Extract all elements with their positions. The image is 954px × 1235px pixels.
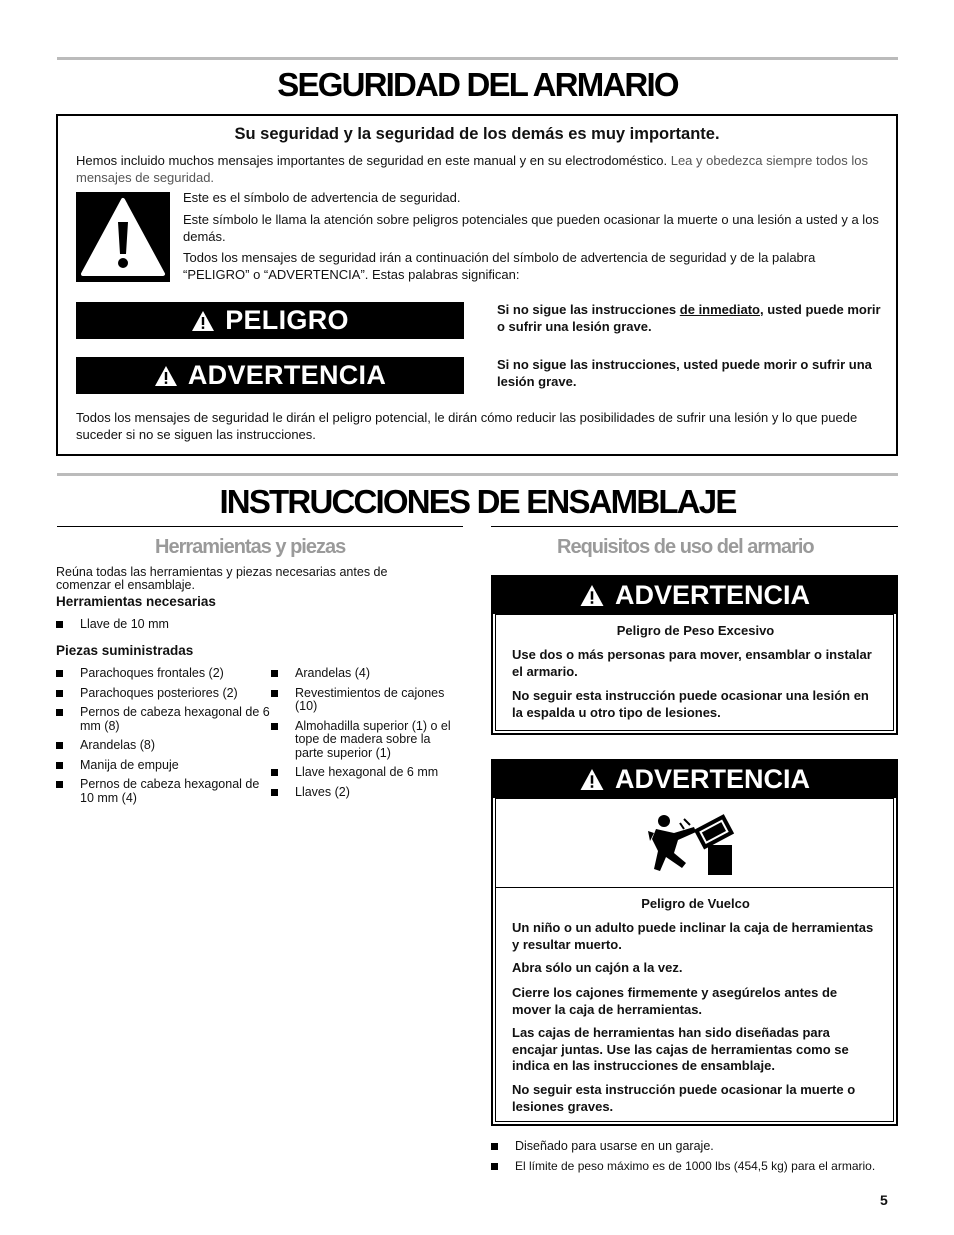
left-column-rule <box>57 526 463 527</box>
bullet-square-icon <box>271 670 278 677</box>
requirements-heading: Requisitos de uso del armario <box>557 536 814 558</box>
weight-warning-body <box>495 614 894 731</box>
weight-warning-p1: Use dos o más personas para mover, ensamblar o instalar el armario. <box>512 647 872 679</box>
tip-warning-label: ADVERTENCIA <box>614 764 810 794</box>
list-item: Diseñado para usarse en un garaje. <box>491 1140 901 1154</box>
symbol-desc-1: Este es el símbolo de advertencia de seguridad. <box>183 190 461 205</box>
weight-warning-p2: No seguir esta instrucción puede ocasionar una lesión en la espalda u otro tipo de lesiones. <box>512 688 869 720</box>
warning-label: ADVERTENCIA <box>187 360 387 390</box>
list-item: Arandelas (8) <box>56 739 271 753</box>
bullet-square-icon <box>56 742 63 749</box>
warning-triangle-icon <box>579 768 605 791</box>
bullet-square-icon <box>56 621 63 628</box>
tip-warning-p5: No seguir esta instrucción puede ocasionar la muerte o lesiones graves. <box>512 1082 856 1114</box>
mid-rule <box>57 473 898 476</box>
weight-warning-banner <box>493 577 896 614</box>
tip-warning-pictogram-panel <box>495 798 894 888</box>
list-item: Revestimientos de cajones (10) <box>271 687 461 714</box>
right-column-rule <box>491 526 898 527</box>
bullet-square-icon <box>491 1163 498 1170</box>
safety-box <box>56 114 898 456</box>
parts-list-right <box>271 667 461 805</box>
tools-needed-heading: Herramientas necesarias <box>56 594 216 609</box>
safety-footer: Todos los mensajes de seguridad le dirán el peligro potencial, le dirán cómo reducir las posibilidades de sufrir una lesión y lo que puede suceder si no se siguen las instrucciones. <box>76 410 858 442</box>
parts-list-left <box>56 667 271 811</box>
warning-meaning: Si no sigue las instrucciones, usted puede morir o sufrir una lesión grave. <box>497 357 872 389</box>
tools-intro: Reúna todas las herramientas y piezas necesarias antes de comenzar el ensamblaje. <box>56 565 388 592</box>
tip-warning-banner <box>493 761 896 798</box>
page-number: 5 <box>880 1192 888 1208</box>
top-rule <box>57 57 898 60</box>
weight-warning-title: Peligro de Peso Excesivo <box>616 623 775 638</box>
symbol-desc-2: Este símbolo le llama la atención sobre peligros potenciales que pueden ocasionar la muerte o una lesión a usted y a los demás. <box>183 212 879 244</box>
list-item: Manija de empuje <box>56 759 271 773</box>
symbol-desc-3: Todos los mensajes de seguridad irán a continuación del símbolo de advertencia de seguridad y de la palabra “PELIGRO” o “ADVERTENCIA”. Estas palabras significan: <box>183 250 816 282</box>
tip-over-hazard-icon <box>640 811 750 877</box>
weight-warning-box <box>491 575 898 735</box>
tip-warning-p3: Cierre los cajones firmemente y asegúrelos antes de mover la caja de herramientas. <box>512 985 838 1017</box>
tip-warning-title: Peligro de Vuelco <box>641 896 750 911</box>
bullet-square-icon <box>56 762 63 769</box>
parts-heading: Piezas suministradas <box>56 643 194 658</box>
safety-heading: Su seguridad y la seguridad de los demás es muy importante. <box>234 125 720 143</box>
tip-warning-p4: Las cajas de herramientas han sido diseñadas para encajar juntas. Use las cajas de herramientas como se indica en las instrucciones de ensamblaje. <box>512 1025 849 1073</box>
list-item: Pernos de cabeza hexagonal de 10 mm (4) <box>56 778 271 805</box>
bullet-square-icon <box>271 789 278 796</box>
list-item: Llave hexagonal de 6 mm <box>271 766 461 780</box>
warning-triangle-icon <box>191 310 215 332</box>
bullet-square-icon <box>56 781 63 788</box>
warning-triangle-icon <box>579 584 605 607</box>
list-item: El límite de peso máximo es de 1000 lbs (454,5 kg) para el armario. <box>491 1160 901 1174</box>
weight-warning-label: ADVERTENCIA <box>614 580 810 610</box>
list-item: Parachoques frontales (2) <box>56 667 271 681</box>
bullet-square-icon <box>271 769 278 776</box>
tools-heading: Herramientas y piezas <box>155 536 346 558</box>
list-item: Llave de 10 mm <box>56 618 436 632</box>
danger-meaning: Si no sigue las instrucciones de inmediato, usted puede morir o sufrir una lesión grave. <box>497 302 881 334</box>
warning-triangle-icon <box>154 365 178 387</box>
bullet-square-icon <box>271 690 278 697</box>
bullet-square-icon <box>491 1143 498 1150</box>
list-item: Parachoques posteriores (2) <box>56 687 271 701</box>
bullet-square-icon <box>271 723 278 730</box>
warning-banner <box>76 357 464 394</box>
list-item: Llaves (2) <box>271 786 461 800</box>
list-item: Arandelas (4) <box>271 667 461 681</box>
tip-warning-p1: Un niño o un adulto puede inclinar la caja de herramientas y resultar muerto. <box>512 920 874 952</box>
bullet-square-icon <box>56 709 63 716</box>
bullet-square-icon <box>56 670 63 677</box>
bullet-square-icon <box>56 690 63 697</box>
list-item: Pernos de cabeza hexagonal de 6 mm (8) <box>56 706 271 733</box>
danger-banner <box>76 302 464 339</box>
safety-intro: Hemos incluido muchos mensajes importantes de seguridad en este manual y en su electrodoméstico. Lea y obedezca siempre todos los mensajes de seguridad. <box>76 153 869 185</box>
tools-needed-list <box>56 618 436 638</box>
assembly-title: INSTRUCCIONES DE ENSAMBLAJE <box>219 483 736 520</box>
danger-label: PELIGRO <box>225 305 349 335</box>
list-item: Almohadilla superior (1) o el tope de madera sobre la parte superior (1) <box>271 720 461 761</box>
tip-warning-p2: Abra sólo un cajón a la vez. <box>512 960 683 975</box>
safety-title: SEGURIDAD DEL ARMARIO <box>277 66 678 103</box>
requirements-list <box>491 1140 901 1179</box>
tip-warning-box <box>491 759 898 1126</box>
tip-warning-body <box>495 886 894 1122</box>
safety-alert-symbol-icon <box>76 192 170 282</box>
